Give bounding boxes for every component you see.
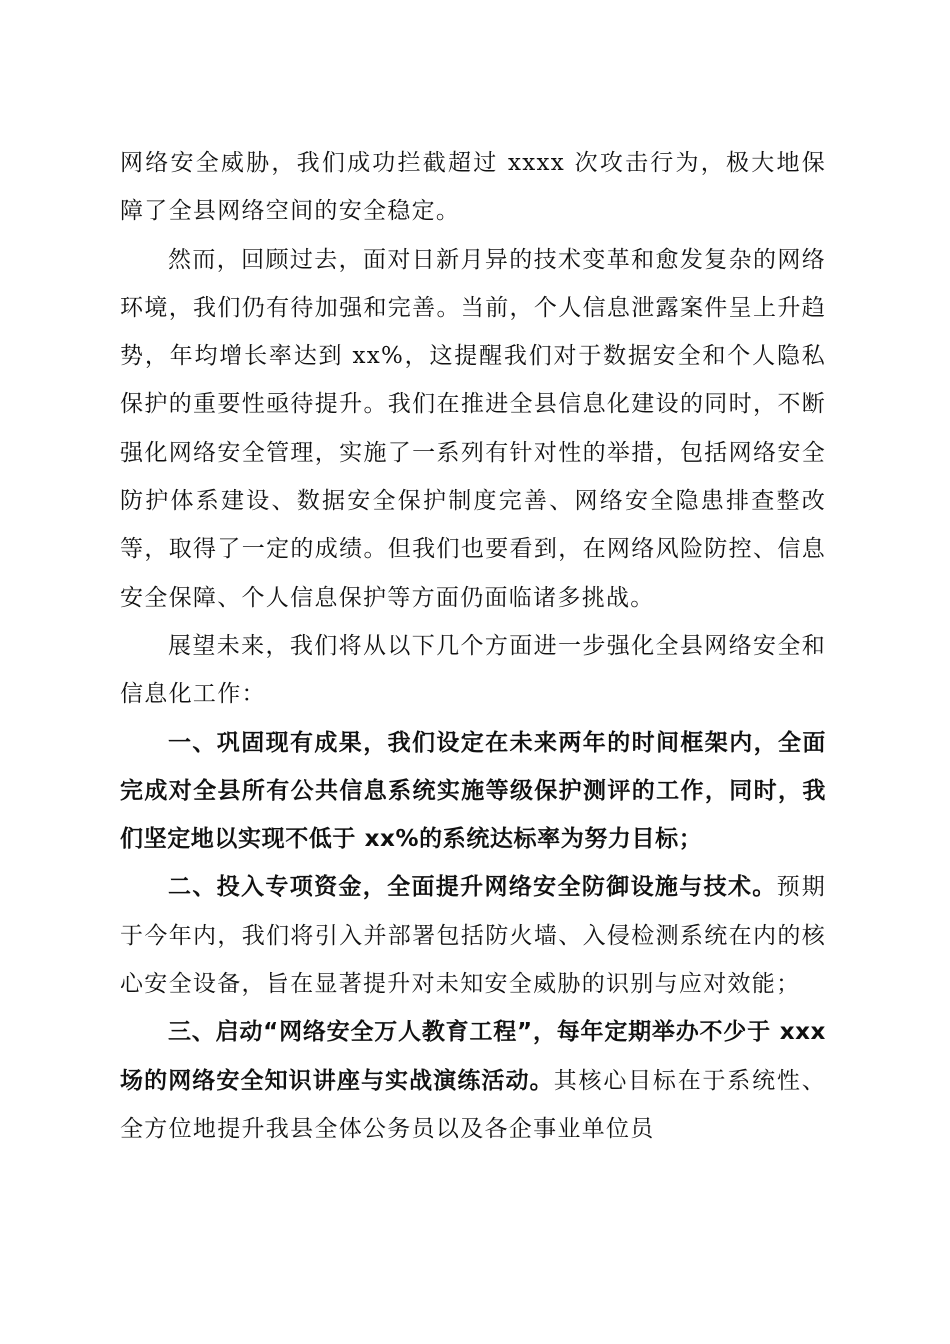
item-body-text: 预期于今年内，我们将引入并部署包括防火墙、入侵检测系统在内的核心安全设备，旨在显著提升对未知安全威胁的识别与应对效能； bbox=[120, 874, 827, 998]
paragraph-item-2 bbox=[120, 863, 826, 1008]
paragraph-item-1 bbox=[120, 719, 826, 864]
item-body-text: 其核心目标在于系统性、全方位地提升我县全体公务员以及各企事业单位员 bbox=[120, 1067, 826, 1142]
item-bold-lead: 二、投入专项资金，全面提升网络安全防御设施与技术。 bbox=[168, 874, 777, 901]
paragraph-1 bbox=[120, 139, 826, 236]
item-bold-text: 一、巩固现有成果，我们设定在未来两年的时间框架内，全面完成对全县所有公共信息系统实施等级保护测评的工作，同时，我们坚定地以实现不低于 xx%的系统达标率为努力目标； bbox=[120, 729, 826, 853]
paragraph-text: 然而，回顾过去，面对日新月异的技术变革和愈发复杂的网络环境，我们仍有待加强和完善。当前，个人信息泄露案件呈上升趋势，年均增长率达到 xx%，这提醒我们对于数据安全和个人隐私保护的重要性亟待提升。我们在推进全县信息化建设的同时，不断强化网络安全管理，实施了一系列有针对性的举措，包括网络安全防护体系建设、数据安全保护制度完善、网络安全隐患排查整改等，取得了一定的成绩。但我们也要看到，在网络风险防控、信息安全保障、个人信息保护等方面仍面临诸多挑战。 bbox=[120, 246, 826, 611]
item-bold-lead: 三、启动“网络安全万人教育工程”，每年定期举办不少于 xxx 场的网络安全知识讲座与实战演练活动。 bbox=[120, 1019, 826, 1094]
paragraph-item-3 bbox=[120, 1008, 826, 1153]
paragraph-2 bbox=[120, 236, 826, 622]
paragraph-3 bbox=[120, 622, 826, 719]
document-page bbox=[120, 139, 826, 1153]
paragraph-text: 展望未来，我们将从以下几个方面进一步强化全县网络安全和信息化工作： bbox=[120, 632, 826, 708]
paragraph-text: 网络安全威胁，我们成功拦截超过 xxxx 次攻击行为，极大地保障了全县网络空间的安全稳定。 bbox=[120, 150, 826, 225]
